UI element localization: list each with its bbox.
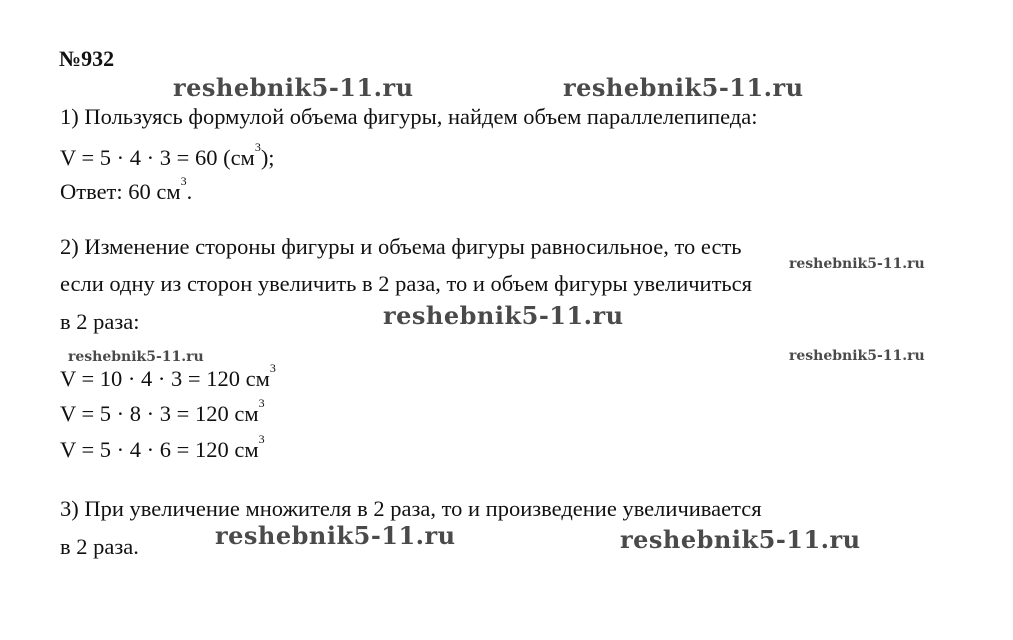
part2-line3: в 2 раза: [60, 309, 140, 334]
calc-text: V = 5 · 8 · 3 = 120 см [60, 401, 259, 426]
part2-calc1 [60, 361, 276, 391]
calc-text: V = 5 · 4 · 6 = 120 см [60, 437, 259, 462]
part2-line2: если одну из сторон увеличить в 2 раза, то и объем фигуры увеличиться [60, 271, 753, 296]
part1-line1: 1) Пользуясь формулой объема фигуры, найдем объем параллелепипеда: [60, 104, 758, 129]
part2-calc2 [60, 396, 265, 426]
watermark: reshebnik5-11.ru [383, 301, 624, 330]
part1-formula-end: ); [260, 145, 275, 170]
watermark: reshebnik5-11.ru [789, 348, 925, 364]
watermark: reshebnik5-11.ru [68, 349, 204, 365]
watermark: reshebnik5-11.ru [620, 525, 861, 554]
exponent: 3 [258, 432, 265, 446]
part2-calc3 [60, 432, 265, 462]
part2-line1: 2) Изменение стороны фигуры и объема фигуры равносильное, то есть [60, 234, 742, 259]
part1-formula-text: V = 5 · 4 · 3 = 60 (см [60, 145, 255, 170]
part3-line2: в 2 раза. [60, 534, 139, 559]
exponent: 3 [180, 174, 187, 188]
part1-answer-end: . [186, 179, 193, 204]
exponent: 3 [269, 361, 276, 375]
watermark: reshebnik5-11.ru [563, 73, 804, 102]
part3-line1: 3) При увеличение множителя в 2 раза, то и произведение увеличивается [60, 496, 762, 521]
watermark: reshebnik5-11.ru [173, 73, 414, 102]
problem-number: №932 [59, 46, 115, 71]
calc-text: V = 10 · 4 · 3 = 120 см [60, 366, 270, 391]
exponent: 3 [258, 396, 265, 410]
part1-answer-text: Ответ: 60 см [60, 179, 181, 204]
part1-formula [60, 140, 275, 170]
watermark: reshebnik5-11.ru [789, 256, 925, 272]
exponent: 3 [254, 140, 261, 154]
watermark: reshebnik5-11.ru [215, 521, 456, 550]
part1-answer [60, 174, 193, 204]
